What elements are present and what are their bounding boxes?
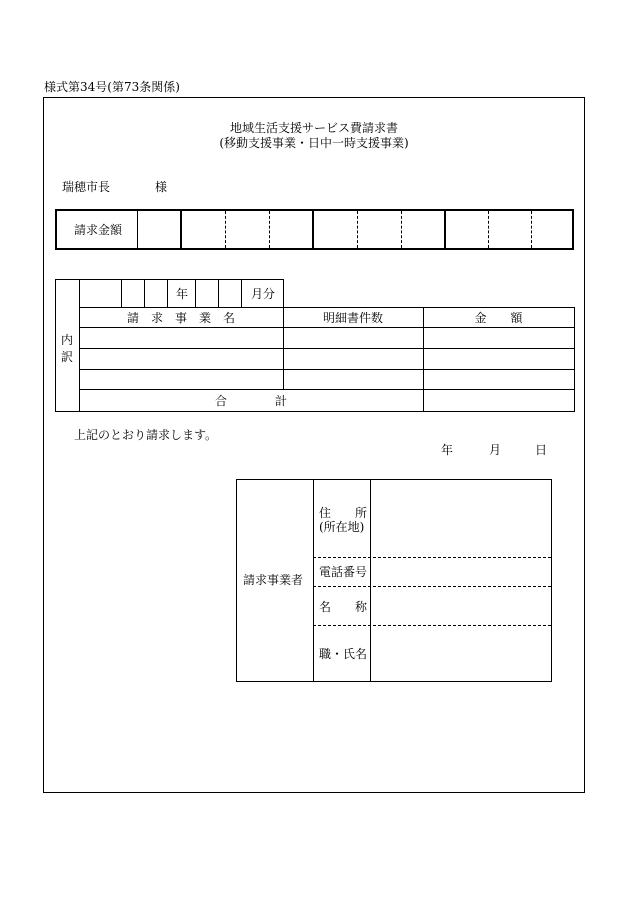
name-field[interactable] [371,587,551,625]
table-line [313,480,314,681]
address-field[interactable] [371,480,551,557]
year-label: 年 [176,287,189,301]
claim-amount-label-cell [57,211,138,248]
form-title: 地域生活支援サービス費請求書 [229,121,398,135]
table-line [55,411,575,412]
position-name-label: 職・氏名 [319,647,368,661]
addressee-honorific: 様 [155,180,168,194]
amount-digit-cell[interactable] [270,211,314,248]
date-day-label: 日 [535,443,548,457]
form-subtitle: (移動支援事業・日中一時支援事業) [219,136,409,150]
breakdown-side-label: 訳 [61,350,74,364]
position-name-field[interactable] [371,626,551,681]
address-label: 住 所 [319,506,368,520]
column-header-amount: 金 額 [474,311,523,325]
table-line [218,279,219,307]
table-line [79,327,575,328]
amount-digit-cell[interactable] [226,211,270,248]
amount-digit-cell[interactable] [138,211,182,248]
amount-digit-cell[interactable] [489,211,532,248]
breakdown-side-label: 内 [61,333,74,347]
date-year-label: 年 [441,443,454,457]
amount-digit-cell[interactable] [182,211,226,248]
table-line [79,348,575,349]
amount-digit-cell[interactable] [532,211,572,248]
page-frame [43,97,585,793]
table-line [79,307,575,308]
table-line [79,279,80,412]
name-label: 名 称 [319,600,368,614]
month-label: 月分 [251,287,276,301]
breakdown-table [55,279,575,412]
total-label: 合 計 [214,394,287,408]
claimant-table [236,479,552,682]
phone-label: 電話番号 [319,565,368,579]
amount-digit-cell[interactable] [402,211,446,248]
table-line [55,279,284,280]
phone-field[interactable] [371,558,551,586]
table-line [283,279,284,307]
table-line [121,279,122,307]
table-line [79,369,575,370]
amount-digit-cell[interactable] [446,211,489,248]
table-line [195,279,196,307]
table-line [79,389,575,390]
date-month-label: 月 [489,443,502,457]
table-line [574,307,575,412]
form-number: 様式第34号(第73条関係) [44,80,180,94]
statement-text: 上記のとおり請求します。 [74,428,218,442]
table-line [241,279,242,307]
table-line [144,279,145,307]
amount-digit-cell[interactable] [358,211,402,248]
claimant-label: 請求事業者 [243,573,304,587]
addressee-name: 瑞穂市長 [62,180,111,194]
column-header-detail-count: 明細書件数 [322,311,383,325]
table-line [55,279,56,412]
address-sub-label: (所在地) [319,520,365,534]
claim-amount-box [55,209,574,250]
amount-digit-cell[interactable] [314,211,358,248]
column-header-project-name: 請 求 事 業 名 [126,311,235,325]
claim-amount-label: 請求金額 [74,223,123,237]
table-line [167,279,168,307]
